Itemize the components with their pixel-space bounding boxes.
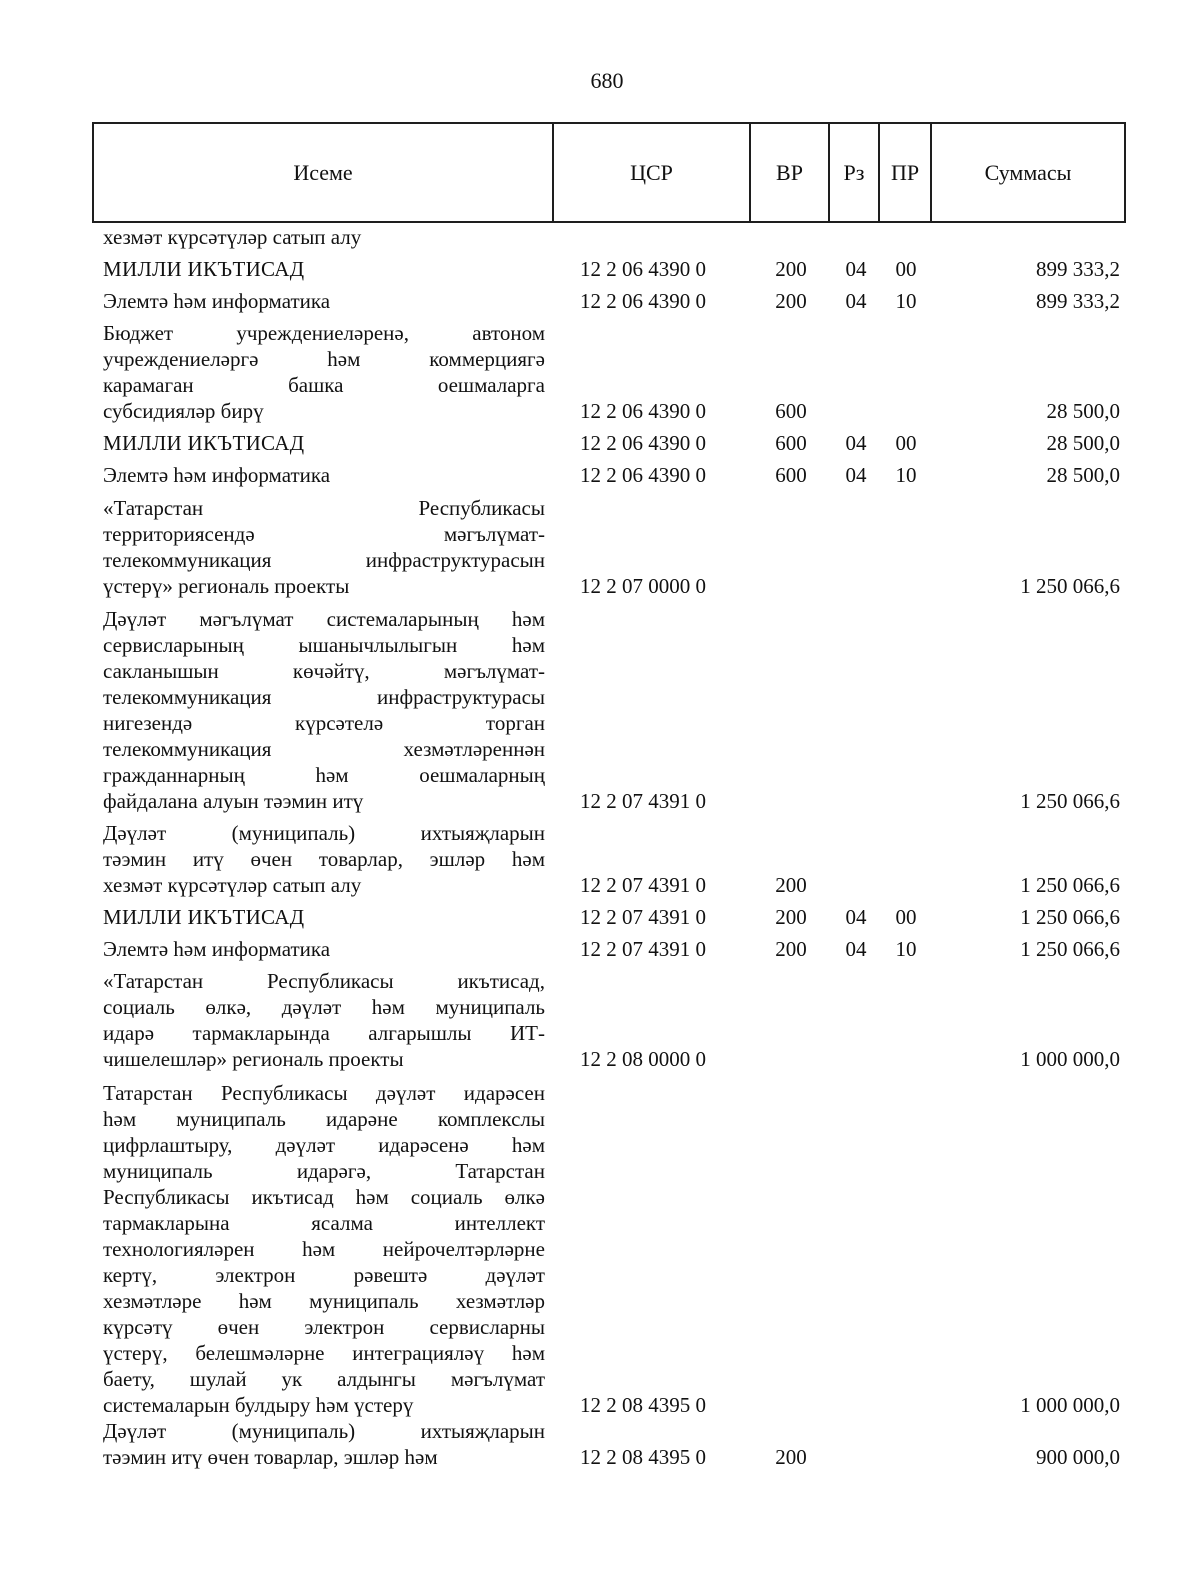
column-header-pr: ПР bbox=[880, 124, 932, 221]
row-name bbox=[103, 430, 545, 456]
row-csr: 12 2 07 4391 0 bbox=[580, 789, 706, 813]
table-row bbox=[0, 820, 1200, 898]
table-row bbox=[0, 495, 1200, 599]
row-name-line: Республикасы икътисад һәм социаль өлкә bbox=[103, 1185, 545, 1209]
row-name-line: МИЛЛИ ИКЪТИСАД bbox=[103, 431, 305, 455]
table-row bbox=[0, 1418, 1200, 1470]
row-vr: 600 bbox=[775, 431, 807, 455]
row-csr: 12 2 07 4391 0 bbox=[580, 905, 706, 929]
row-name bbox=[103, 1080, 545, 1418]
row-csr: 12 2 08 4395 0 bbox=[580, 1393, 706, 1417]
row-name bbox=[103, 968, 545, 1072]
row-vr: 200 bbox=[775, 289, 807, 313]
row-rz: 04 bbox=[845, 289, 867, 313]
row-name bbox=[103, 904, 545, 930]
table-row bbox=[0, 1080, 1200, 1418]
row-name-line: Дәүләт мәгълүмат системаларының һәм bbox=[103, 607, 545, 631]
row-pr: 00 bbox=[895, 905, 917, 929]
row-sum: 28 500,0 bbox=[1046, 431, 1120, 455]
row-name bbox=[103, 462, 545, 488]
row-rz: 04 bbox=[845, 937, 867, 961]
table-row bbox=[0, 320, 1200, 424]
row-pr: 10 bbox=[895, 289, 917, 313]
row-name-line: «Татарстан Республикасы bbox=[103, 496, 545, 520]
row-name-line: Элемтә һәм информатика bbox=[103, 937, 331, 961]
row-vr: 600 bbox=[775, 463, 807, 487]
row-name-line: телекоммуникация хезмәтләреннән bbox=[103, 737, 545, 761]
row-name-line: чишелешләр» региональ проекты bbox=[103, 1047, 404, 1071]
row-name-line: цифрлаштыру, дәүләт идарәсенә һәм bbox=[103, 1133, 545, 1157]
row-name-line: Бюджет учреждениеләренә, автоном bbox=[103, 321, 545, 345]
row-name bbox=[103, 606, 545, 814]
row-name bbox=[103, 320, 545, 424]
row-rz: 04 bbox=[845, 431, 867, 455]
row-name-line: сакланышын көчәйтү, мәгълүмат- bbox=[103, 659, 545, 683]
row-name bbox=[103, 936, 545, 962]
row-sum: 28 500,0 bbox=[1046, 463, 1120, 487]
row-name bbox=[103, 288, 545, 314]
table-row bbox=[0, 288, 1200, 314]
row-pr: 10 bbox=[895, 463, 917, 487]
row-name-line: субсидияләр бирү bbox=[103, 399, 264, 423]
row-name-line: телекоммуникация инфраструктурасын bbox=[103, 548, 545, 572]
row-name-line: үстерү, белешмәләрне интеграцияләү һәм bbox=[103, 1341, 545, 1365]
row-name-line: МИЛЛИ ИКЪТИСАД bbox=[103, 905, 305, 929]
row-rz: 04 bbox=[845, 257, 867, 281]
row-name-line: Элемтә һәм информатика bbox=[103, 463, 331, 487]
table-header bbox=[92, 122, 1126, 223]
table-row bbox=[0, 606, 1200, 814]
row-name-line: муниципаль идарәгә, Татарстан bbox=[103, 1159, 545, 1183]
row-name-line: Дәүләт (муниципаль) ихтыяҗларын bbox=[103, 1419, 545, 1443]
row-sum: 899 333,2 bbox=[1036, 289, 1120, 313]
row-name-line: кертү, электрон рәвештә дәүләт bbox=[103, 1263, 545, 1287]
row-csr: 12 2 06 4390 0 bbox=[580, 399, 706, 423]
row-name-line: идарә тармакларында алгарышлы ИТ- bbox=[103, 1021, 545, 1045]
row-name-line: Дәүләт (муниципаль) ихтыяҗларын bbox=[103, 821, 545, 845]
row-name bbox=[103, 495, 545, 599]
row-name-line: телекоммуникация инфраструктурасы bbox=[103, 685, 545, 709]
table-row bbox=[0, 968, 1200, 1072]
row-name-line: тәэмин итү өчен товарлар, эшләр һәм bbox=[103, 1445, 438, 1469]
row-name-line: һәм муниципаль идарәне комплекслы bbox=[103, 1107, 545, 1131]
row-csr: 12 2 07 4391 0 bbox=[580, 873, 706, 897]
row-pr: 10 bbox=[895, 937, 917, 961]
row-vr: 200 bbox=[775, 1445, 807, 1469]
table-row bbox=[0, 462, 1200, 488]
row-csr: 12 2 06 4390 0 bbox=[580, 431, 706, 455]
row-name-line: учреждениеләргә һәм коммерциягә bbox=[103, 347, 545, 371]
row-name-line: гражданнарның һәм оешмаларның bbox=[103, 763, 545, 787]
row-name-line: күрсәтү өчен электрон сервисларны bbox=[103, 1315, 545, 1339]
row-name-line: хезмәт күрсәтүләр сатып алу bbox=[103, 873, 362, 897]
column-header-rz: Рз bbox=[830, 124, 880, 221]
row-csr: 12 2 08 0000 0 bbox=[580, 1047, 706, 1071]
table-row bbox=[0, 224, 1200, 250]
row-name-line: хезмәтләре һәм муниципаль хезмәтләр bbox=[103, 1289, 545, 1313]
row-sum: 1 000 000,0 bbox=[1020, 1393, 1120, 1417]
row-name-line: карамаган башка оешмаларга bbox=[103, 373, 545, 397]
row-vr: 200 bbox=[775, 873, 807, 897]
row-name-line: файдалана алуын тәэмин итү bbox=[103, 789, 364, 813]
column-header-csr: ЦСР bbox=[554, 124, 751, 221]
row-name bbox=[103, 1418, 545, 1470]
row-name-line: территориясендә мәгълүмат- bbox=[103, 522, 545, 546]
table-row bbox=[0, 936, 1200, 962]
row-pr: 00 bbox=[895, 257, 917, 281]
row-sum: 1 250 066,6 bbox=[1020, 789, 1120, 813]
row-csr: 12 2 06 4390 0 bbox=[580, 257, 706, 281]
row-name-line: тәэмин итү өчен товарлар, эшләр һәм bbox=[103, 847, 545, 871]
row-name-line: тармакларына ясалма интеллект bbox=[103, 1211, 545, 1235]
row-name bbox=[103, 224, 545, 250]
row-sum: 1 000 000,0 bbox=[1020, 1047, 1120, 1071]
column-header-sum: Суммасы bbox=[984, 159, 1072, 185]
row-name-line: системаларын булдыру һәм үстерү bbox=[103, 1393, 414, 1417]
row-name-line: «Татарстан Республикасы икътисад, bbox=[103, 969, 545, 993]
row-name-line: Татарстан Республикасы дәүләт идарәсен bbox=[103, 1081, 545, 1105]
table-row bbox=[0, 256, 1200, 282]
row-name-line: Элемтә һәм информатика bbox=[103, 289, 331, 313]
row-vr: 200 bbox=[775, 257, 807, 281]
row-name-line: хезмәт күрсәтүләр сатып алу bbox=[103, 225, 362, 249]
row-vr: 600 bbox=[775, 399, 807, 423]
page-number: 680 bbox=[590, 68, 624, 93]
row-name-line: үстерү» региональ проекты bbox=[103, 574, 350, 598]
column-header-vr: ВР bbox=[751, 124, 830, 221]
row-name-line: социаль өлкә, дәүләт һәм муниципаль bbox=[103, 995, 545, 1019]
row-sum: 1 250 066,6 bbox=[1020, 574, 1120, 598]
row-sum: 1 250 066,6 bbox=[1020, 905, 1120, 929]
row-name-line: технологияләрен һәм нейрочелтәрләрне bbox=[103, 1237, 545, 1261]
row-name-line: нигезендә күрсәтелә торган bbox=[103, 711, 545, 735]
row-sum: 1 250 066,6 bbox=[1020, 873, 1120, 897]
column-header-name: Исеме bbox=[94, 124, 554, 221]
row-csr: 12 2 07 0000 0 bbox=[580, 574, 706, 598]
row-pr: 00 bbox=[895, 431, 917, 455]
row-sum: 900 000,0 bbox=[1036, 1445, 1120, 1469]
row-name-line: МИЛЛИ ИКЪТИСАД bbox=[103, 257, 305, 281]
row-name bbox=[103, 820, 545, 898]
row-csr: 12 2 07 4391 0 bbox=[580, 937, 706, 961]
row-name-line: сервисларының ышанычлылыгын һәм bbox=[103, 633, 545, 657]
row-rz: 04 bbox=[845, 905, 867, 929]
row-csr: 12 2 08 4395 0 bbox=[580, 1445, 706, 1469]
row-vr: 200 bbox=[775, 937, 807, 961]
row-sum: 899 333,2 bbox=[1036, 257, 1120, 281]
row-vr: 200 bbox=[775, 905, 807, 929]
row-sum: 1 250 066,6 bbox=[1020, 937, 1120, 961]
row-csr: 12 2 06 4390 0 bbox=[580, 289, 706, 313]
row-name-line: баету, шулай ук алдынгы мәгълүмат bbox=[103, 1367, 545, 1391]
row-sum: 28 500,0 bbox=[1046, 399, 1120, 423]
row-name bbox=[103, 256, 545, 282]
table-row bbox=[0, 430, 1200, 456]
table-row bbox=[0, 904, 1200, 930]
row-rz: 04 bbox=[845, 463, 867, 487]
row-csr: 12 2 06 4390 0 bbox=[580, 463, 706, 487]
